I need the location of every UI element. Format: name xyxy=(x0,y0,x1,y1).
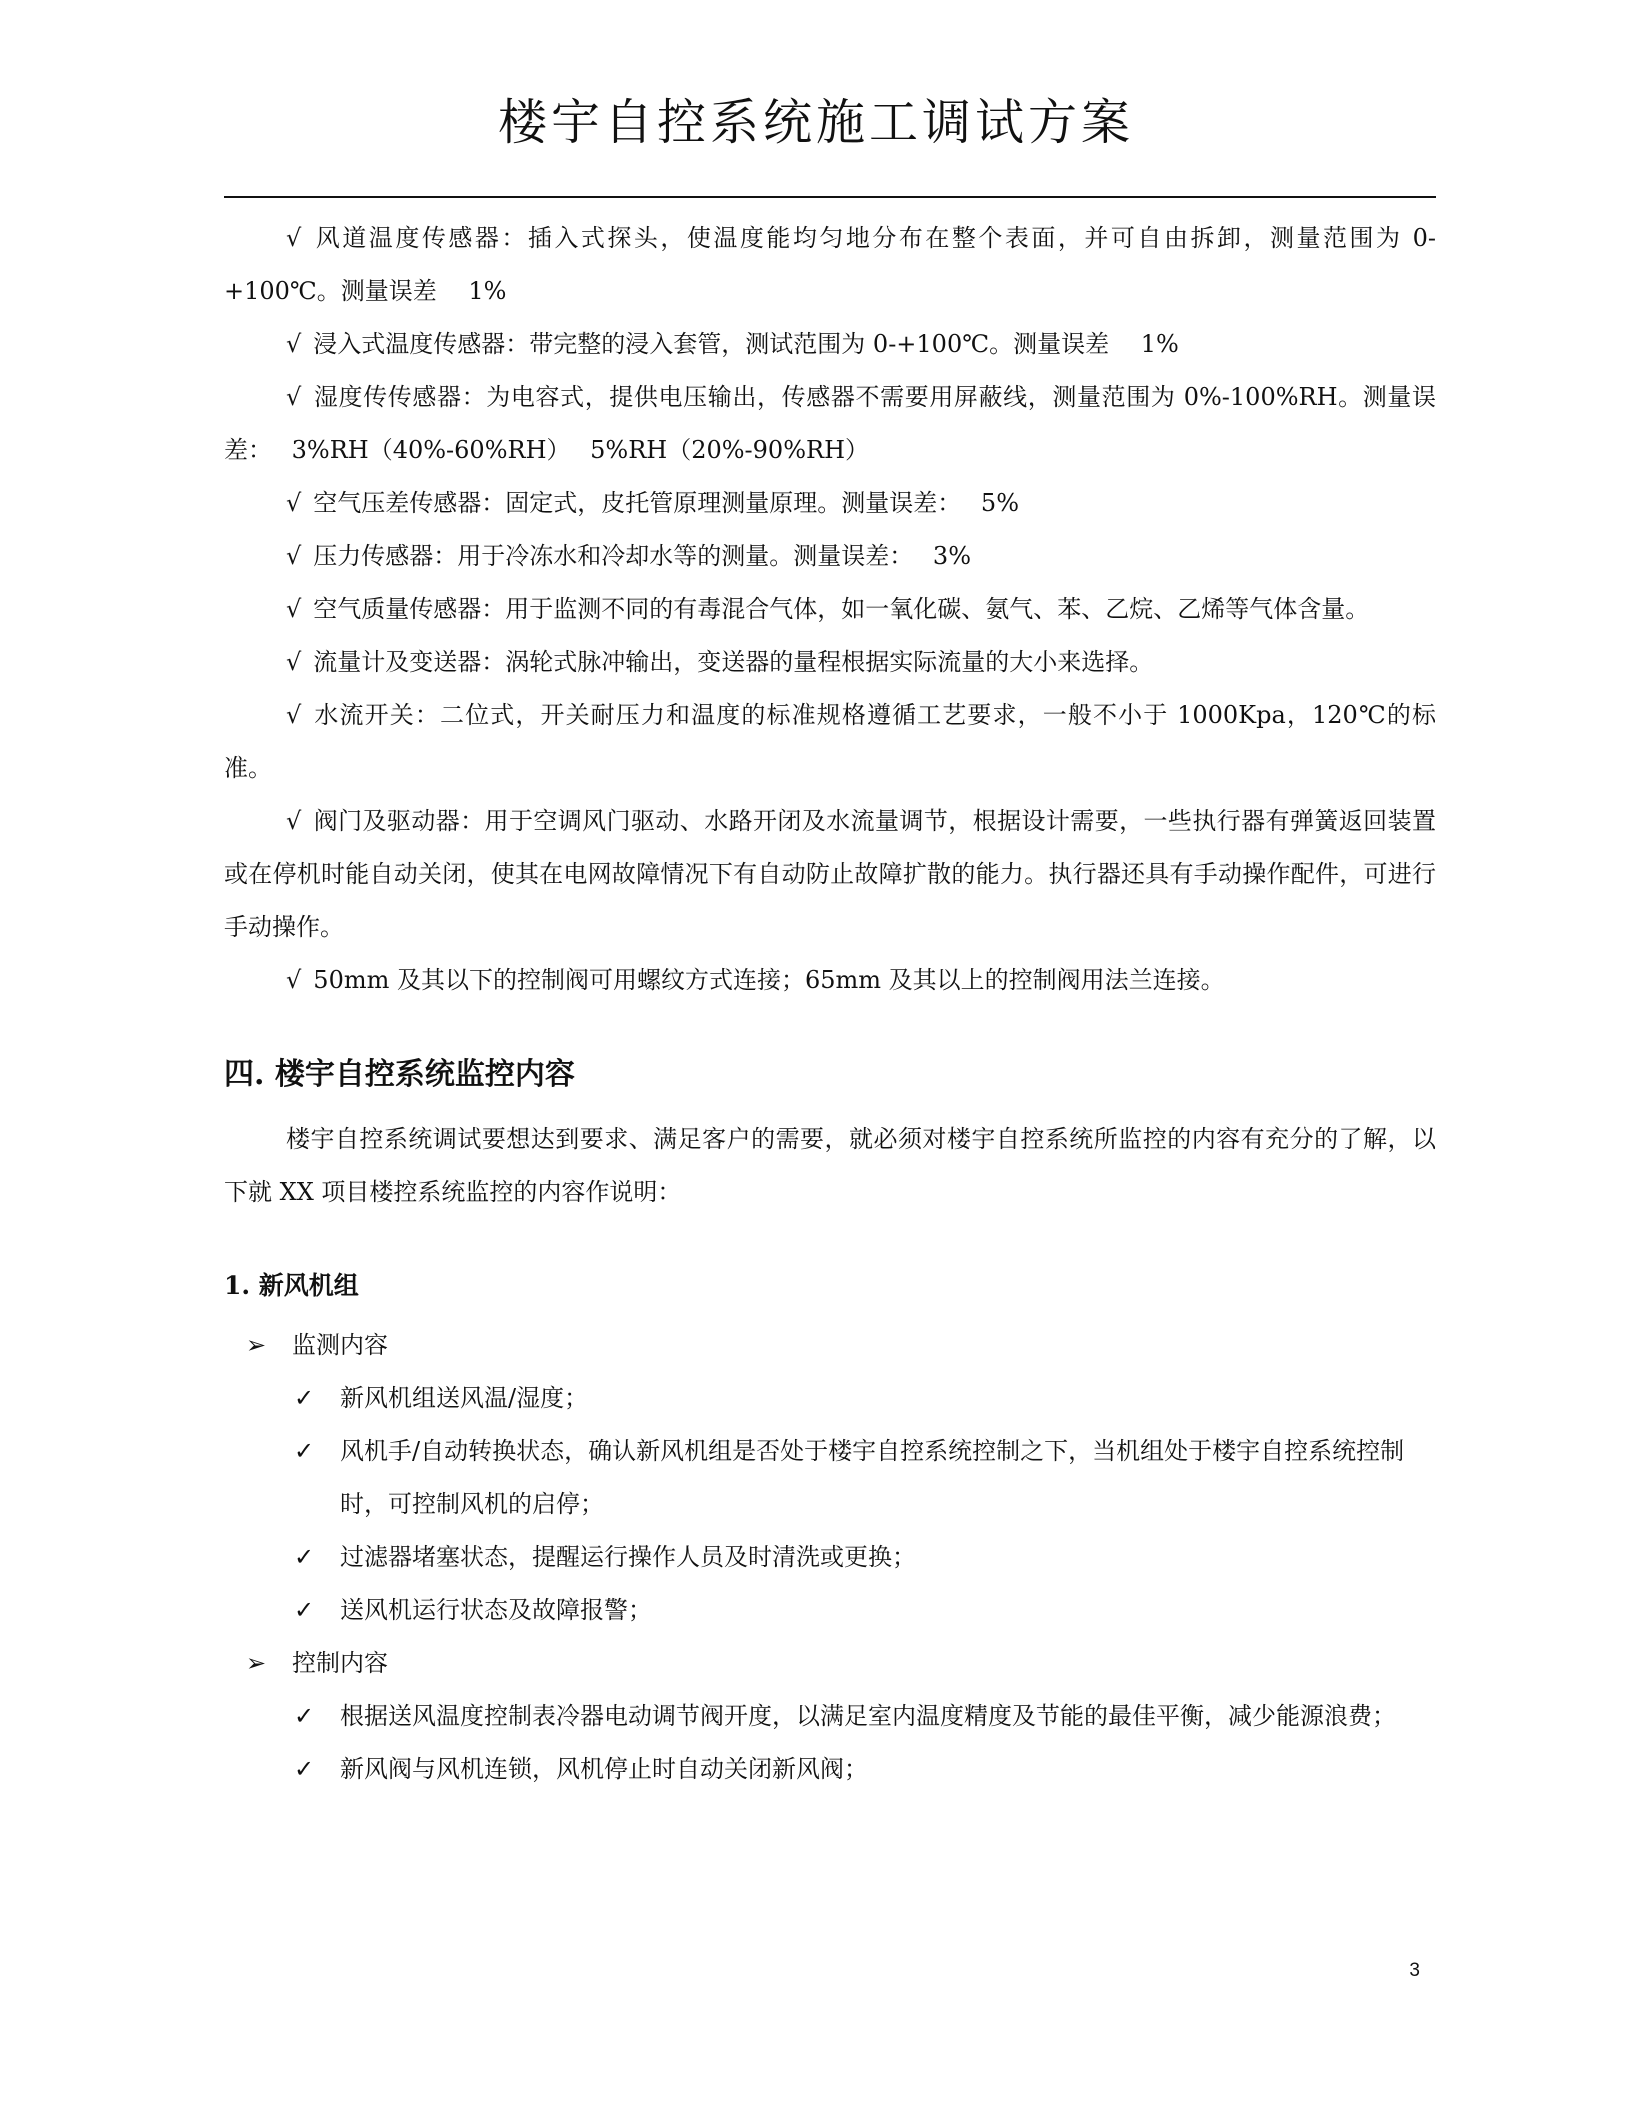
control-label: 控制内容 xyxy=(292,1649,388,1677)
control-item-text: 根据送风温度控制表冷器电动调节阀开度，以满足室内温度精度及节能的最佳平衡，减少能源浪费； xyxy=(340,1702,1396,1730)
control-item xyxy=(224,1743,1436,1796)
control-item xyxy=(224,1690,1436,1743)
tick-bullet-icon: ✓ xyxy=(294,1543,315,1571)
control-item-text: 新风阀与风机连锁，风机停止时自动关闭新风阀； xyxy=(340,1755,868,1783)
sensor-item xyxy=(224,583,1436,636)
monitor-item xyxy=(224,1425,1436,1531)
tick-bullet-icon: ✓ xyxy=(294,1596,315,1624)
page-number: 3 xyxy=(1409,1960,1420,1981)
check-mark: √ xyxy=(286,224,302,252)
check-mark: √ xyxy=(286,489,302,517)
monitor-item xyxy=(224,1584,1436,1637)
sensor-item-text: 50mm 及其以下的控制阀可用螺纹方式连接；65mm 及其以上的控制阀用法兰连接。 xyxy=(313,966,1225,994)
sensor-item xyxy=(224,371,1436,477)
check-mark: √ xyxy=(286,807,302,835)
monitor-item xyxy=(224,1531,1436,1584)
check-mark: √ xyxy=(286,330,302,358)
sensor-item-text: 湿度传传感器：为电容式，提供电压输出，传感器不需要用屏蔽线，测量范围为 0%-100%RH。测量误差： 3%RH（40%-60%RH） 5%RH（20%-90%RH） xyxy=(224,383,1436,464)
monitor-heading xyxy=(224,1319,1436,1372)
check-mark: √ xyxy=(286,648,302,676)
monitor-label: 监测内容 xyxy=(292,1331,388,1359)
check-mark: √ xyxy=(286,701,302,729)
tick-bullet-icon: ✓ xyxy=(294,1437,315,1465)
sensor-item xyxy=(224,212,1436,318)
check-mark: √ xyxy=(286,595,302,623)
arrow-bullet-icon: ➢ xyxy=(246,1331,267,1359)
sensor-item-text: 阀门及驱动器：用于空调风门驱动、水路开闭及水流量调节，根据设计需要，一些执行器有弹簧返回装置或在停机时能自动关闭，使其在电网故障情况下有自动防止故障扩散的能力。执行器还具有手动操作配件，可进行手动操作。 xyxy=(224,807,1436,941)
section-heading: 四. 楼宇自控系统监控内容 xyxy=(224,1057,575,1092)
sensor-item xyxy=(224,636,1436,689)
check-mark: √ xyxy=(286,966,302,994)
sensor-item-text: 空气压差传感器：固定式，皮托管原理测量原理。测量误差： 5% xyxy=(313,489,1019,517)
document-body xyxy=(224,212,1436,1796)
sensor-item-text: 风道温度传感器：插入式探头，使温度能均匀地分布在整个表面，并可自由拆卸，测量范围为 0-+100℃。测量误差 1% xyxy=(224,224,1436,305)
sensor-item xyxy=(224,689,1436,795)
sensor-item xyxy=(224,795,1436,954)
header-divider xyxy=(224,196,1436,198)
monitor-item xyxy=(224,1372,1436,1425)
sensor-item-text: 浸入式温度传感器：带完整的浸入套管，测试范围为 0-+100℃。测量误差 1% xyxy=(313,330,1179,358)
sensor-item xyxy=(224,477,1436,530)
check-mark: √ xyxy=(286,383,302,411)
sensor-item-text: 空气质量传感器：用于监测不同的有毒混合气体，如一氧化碳、氨气、苯、乙烷、乙烯等气体含量。 xyxy=(313,595,1370,623)
page-header-title: 楼宇自控系统施工调试方案 xyxy=(497,94,1134,151)
monitor-item-text: 新风机组送风温/湿度； xyxy=(340,1384,589,1412)
sensor-item xyxy=(224,954,1436,1007)
tick-bullet-icon: ✓ xyxy=(294,1755,315,1783)
tick-bullet-icon: ✓ xyxy=(294,1384,315,1412)
tick-bullet-icon: ✓ xyxy=(294,1702,315,1730)
check-mark: √ xyxy=(286,542,302,570)
monitor-item-text: 送风机运行状态及故障报警； xyxy=(340,1596,652,1624)
sensor-item-text: 水流开关：二位式，开关耐压力和温度的标准规格遵循工艺要求，一般不小于 1000Kpa，120℃的标准。 xyxy=(224,701,1436,782)
monitor-item-text: 过滤器堵塞状态，提醒运行操作人员及时清洗或更换； xyxy=(340,1543,916,1571)
sensor-item-text: 流量计及变送器：涡轮式脉冲输出，变送器的量程根据实际流量的大小来选择。 xyxy=(313,648,1154,676)
section-intro: 楼宇自控系统调试要想达到要求、满足客户的需要，就必须对楼宇自控系统所监控的内容有充分的了解，以下就 XX 项目楼控系统监控的内容作说明： xyxy=(224,1125,1436,1206)
sensor-item xyxy=(224,530,1436,583)
sensor-item xyxy=(224,318,1436,371)
arrow-bullet-icon: ➢ xyxy=(246,1649,267,1677)
sensor-item-text: 压力传感器：用于冷冻水和冷却水等的测量。测量误差： 3% xyxy=(313,542,971,570)
subsection-heading: 1. 新风机组 xyxy=(224,1271,359,1300)
monitor-item-text: 风机手/自动转换状态，确认新风机组是否处于楼宇自控系统控制之下，当机组处于楼宇自控系统控制时，可控制风机的启停； xyxy=(340,1437,1405,1518)
control-heading xyxy=(224,1637,1436,1690)
